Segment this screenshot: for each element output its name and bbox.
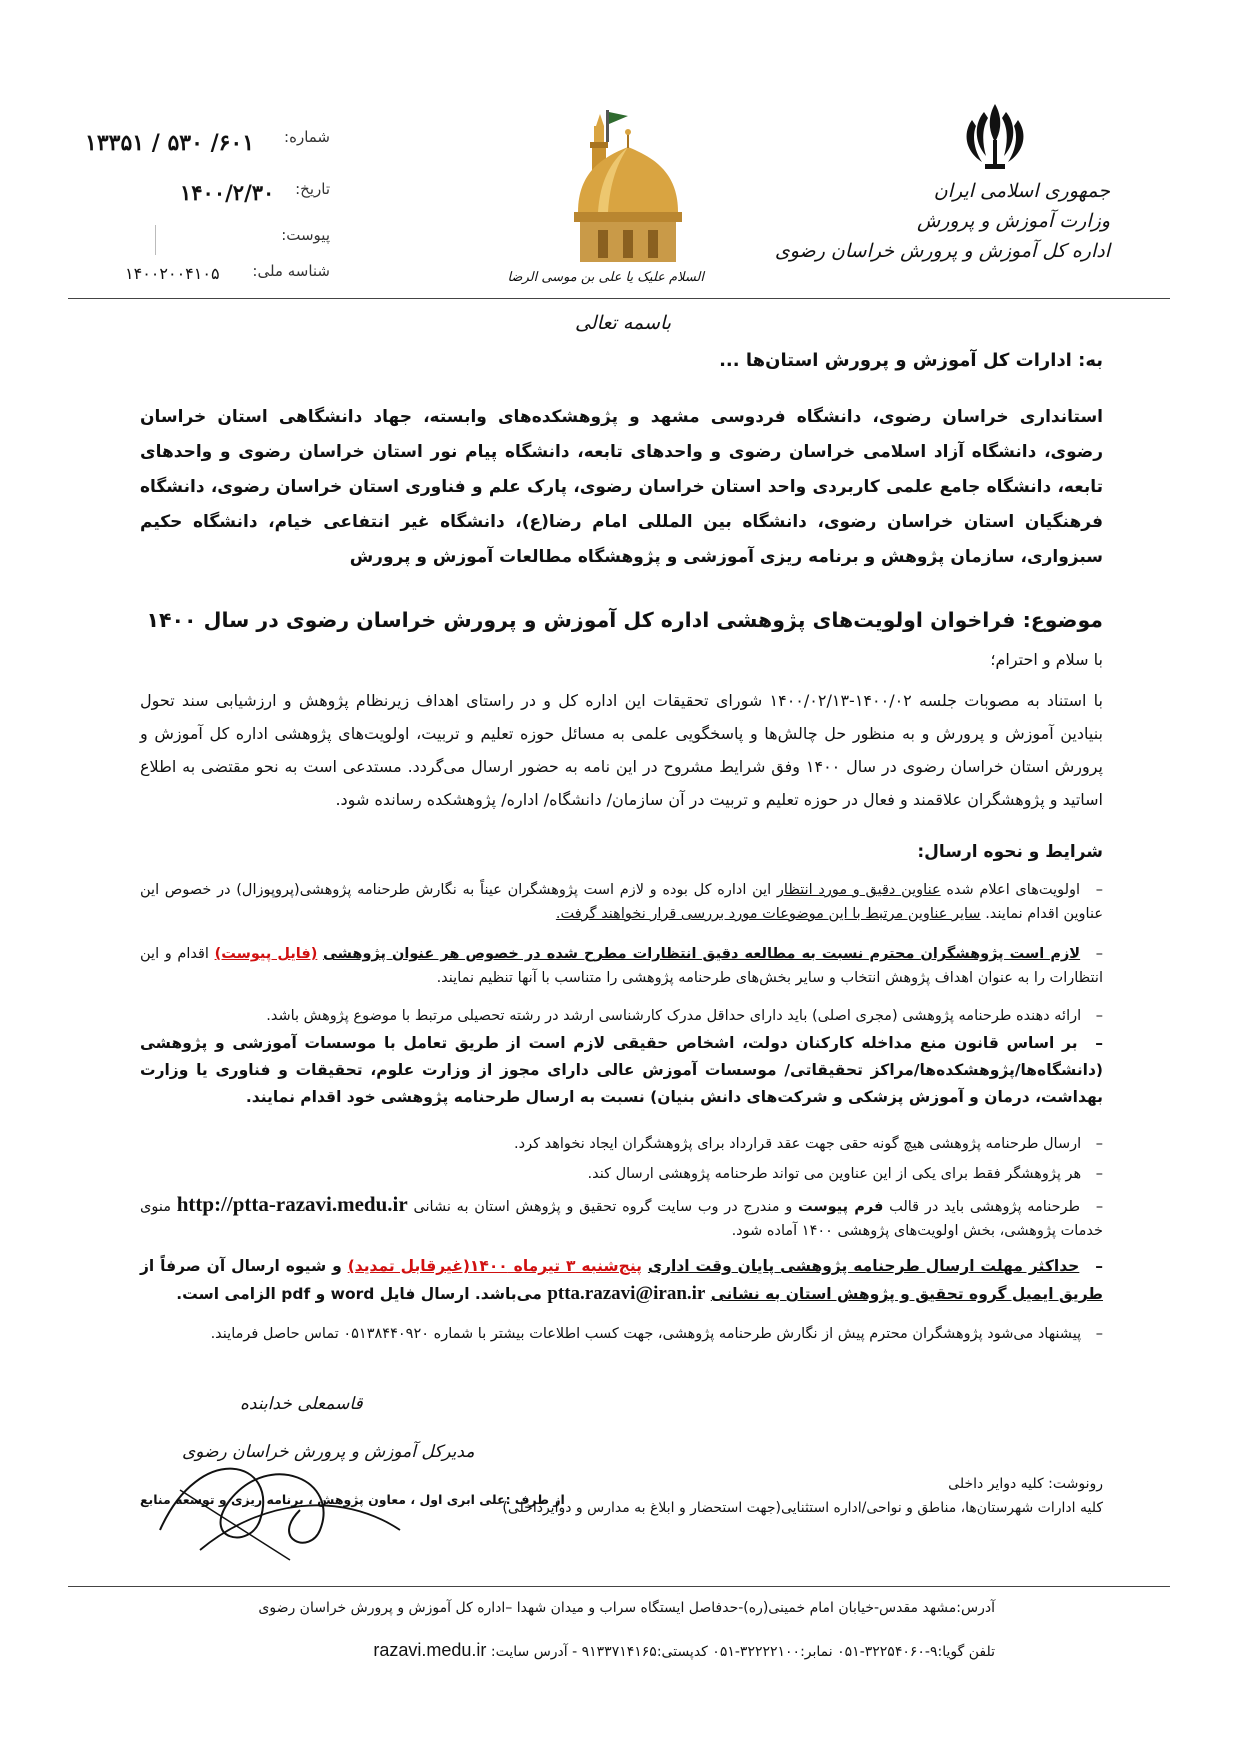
item4-text: بر اساس قانون منع مداخله کارکنان دولت، اشخاص حقیقی لازم است از طریق تعامل با موسسات آموزشی و پژوهشی (دانشگاه‌ها/پژوهشکده‌ها/مراکز تحقیقاتی/ موسسات آموزش عالی دارای مجوز از وزارت علوم، تحقیقات و فناوری یا وزارت بهداشت، درمان و آموزش پزشکی و شرکت‌های دانش بنیان) نسبت به ارسال طرحنامه پژوهشی خود اقدام نمایند. <box>140 1034 1103 1106</box>
condition-item-6: – هر پژوهشگر فقط برای یکی از این عناوین می تواند طرحنامه پژوهشی ارسال کند. <box>587 1166 1103 1182</box>
national-id-value: ۱۴۰۰۲۰۰۴۱۰۵ <box>125 264 220 283</box>
signatory-name: قاسمعلی خدابنده <box>240 1394 363 1414</box>
attachment-divider <box>155 225 156 255</box>
ministry-emblem-block <box>774 100 1110 280</box>
greeting-line: با سلام و احترام؛ <box>990 650 1103 669</box>
invocation: باسمه تعالی <box>574 312 672 334</box>
date-value: ۱۴۰۰/۲/۳۰ <box>180 180 275 205</box>
cc-title: رونوشت: کلیه دوایر داخلی <box>948 1476 1103 1492</box>
footer-divider <box>68 1586 1170 1587</box>
condition-item-5: – ارسال طرحنامه پژوهشی هیچ گونه حقی جهت عقد قرارداد برای پژوهشگران ایجاد نخواهد کرد. <box>514 1136 1103 1152</box>
condition-item-1: – اولویت‌های اعلام شده عناوین دقیق و مورد انتظار این اداره کل بوده و لازم است پژوهشگران عیناً به نگارش طرحنامه پژوهشی(پروپوزال) در خصوص این عناوین اقدام نمایند. سایر عناوین مرتبط با این موضوعات مورد بررسی قرار نخواهند گرفت. <box>140 882 1104 922</box>
header-divider <box>68 298 1170 299</box>
item1-text-a: اولویت‌های اعلام شده <box>946 882 1081 898</box>
item8-text-a: حداکثر مهلت ارسال طرحنامه پژوهشی پایان وقت اداری <box>647 1257 1080 1275</box>
iran-emblem-icon <box>960 100 1030 172</box>
footer-contact-text: تلفن گویا:۹-۳۲۲۵۴۰۶۰-۰۵۱ نمابر:۳۲۲۲۲۱۰۰-۰۵۱ کدپستی:۹۱۳۳۷۱۴۱۶۵ - آدرس سایت: <box>490 1644 995 1660</box>
shrine-caption: السلام علیک یا علی بن موسی الرضا <box>507 270 704 285</box>
shrine-image <box>507 102 704 352</box>
deadline-text: پنج‌شنبه ۳ تیرماه ۱۴۰۰(غیرقابل تمدید) <box>347 1257 642 1275</box>
org-line-ministry: وزارت آموزش و پرورش <box>917 210 1110 232</box>
conditions-title: شرایط و نحوه ارسال: <box>917 842 1103 862</box>
item5-text: ارسال طرحنامه پژوهشی هیچ گونه حقی جهت عقد قرارداد برای پژوهشگران ایجاد نخواهد کرد. <box>514 1136 1082 1152</box>
condition-item-2: – لازم است پژوهشگران محترم نسبت به مطالعه دقیق انتظارات مطرح شده در خصوص هر عنوان پژوهشی (فایل پیوست) اقدام و این انتظارات را به عنوان اهداف پژوهش انتخاب و سایر بخش‌های طرحنامه پژوهشی را متناسب با آنها تنظیم نمایند. <box>140 946 1103 986</box>
item8-text-c: و شیوه ارسال آن صرفاً از <box>140 1257 342 1275</box>
condition-item-9: – پیشنهاد می‌شود پژوهشگران محترم پیش از نگارش طرحنامه پژوهشی، جهت کسب اطلاعات بیشتر با شماره ۰۵۱۳۸۴۴۰۹۲۰ تماس حاصل فرمایند. <box>210 1326 1103 1342</box>
national-id-label: شناسه ملی: <box>252 262 330 280</box>
audience-paragraph: استانداری خراسان رضوی، دانشگاه فردوسی مشهد و پژوهشکده‌های وابسته، جهاد دانشگاهی استان خراسان رضوی، دانشگاه آزاد اسلامی خراسان رضوی و واحدهای تابعه، دانشگاه پیام نور استان خراسان رضوی و واحدهای تابعه، دانشگاه جامع علمی کاربردی واحد استان خراسان رضوی، پارک علم و فناوری استان خراسان رضوی، دانشگاه فرهنگیان استان خراسان رضوی، دانشگاه بین المللی امام رضا(ع)، دانشگاه غیر انتفاعی خیام، دانشگاه حکیم سبزواری، سازمان پژوهش و برنامه ریزی آموزشی و پژوهشگاه مطالعات آموزش و پرورش <box>140 407 1103 567</box>
item6-text: هر پژوهشگر فقط برای یکی از این عناوین می تواند طرحنامه پژوهشی ارسال کند. <box>587 1166 1082 1182</box>
intro-paragraph: با استناد به مصوبات جلسه ۱۴۰۰/۰۲-۱۴۰۰/۰۲/۱۳ شورای تحقیقات این اداره کل و در راستای اهداف زیرنظام پژوهش و ارزشیابی سند تحول بنیادین آموزش و پرورش و به منظور حل چالش‌ها و پاسخگویی علمی به مسائل حوزه تعلیم و تربیت، اولویت‌های پژوهشی اداره کل آموزش و پرورش استان خراسان رضوی در سال ۱۴۰۰ وفق شرایط مشروح در این نامه به حضور ارسال می‌گردد. مستدعی است به نحو مقتضی به اطلاع اساتید و پژوهشگران علاقمند و فعال در حوزه تعلیم و تربیت در آن سازمان/ دانشگاه/ اداره/ پژوهشکده رسانده شود. <box>140 691 1104 809</box>
letter-attachment <box>180 226 330 256</box>
item8-text-e: می‌باشد. ارسال فایل word و pdf الزامی است. <box>176 1285 542 1303</box>
signatory-title: مدیرکل آموزش و پرورش خراسان رضوی <box>182 1442 475 1462</box>
footer-address: آدرس:مشهد مقدس-خیابان امام خمینی(ره)-حدفاصل ایستگاه سراب و میدان شهدا –اداره کل آموزش و پرورش خراسان رضوی <box>258 1600 995 1616</box>
subject-line: موضوع: فراخوان اولویت‌های پژوهشی اداره کل آموزش و پرورش خراسان رضوی در سال ۱۴۰۰ <box>146 608 1103 632</box>
submission-email-link[interactable]: ptta.razavi@iran.ir <box>547 1283 706 1304</box>
research-site-link[interactable]: http://ptta-razavi.medu.ir <box>176 1192 408 1216</box>
date-label: تاریخ: <box>295 180 330 198</box>
condition-item-7: – طرحنامه پژوهشی باید در قالب فرم پیوست و مندرج در وب سایت گروه تحقیق و پژوهش استان به نشانی http://ptta-razavi.medu.ir منوی خدمات پژوهشی، بخش اولویت‌های پژوهشی ۱۴۰۰ آماده شود. <box>140 1192 1104 1239</box>
cc-recipients: کلیه ادارات شهرستان‌ها، مناطق و نواحی/اداره استثنایی(جهت استحضار و ابلاغ به مدارس و دوایرداخلی) <box>502 1500 1103 1516</box>
letter-date <box>180 180 330 210</box>
condition-item-3: – ارائه دهنده طرحنامه پژوهشی (مجری اصلی) باید دارای حداقل مدرک کارشناسی ارشد در رشته تحصیلی مرتبط با موضوع پژوهش باشد. <box>266 1008 1103 1024</box>
footer-contact <box>373 1640 995 1661</box>
footer-website-link[interactable]: razavi.medu.ir <box>373 1640 487 1660</box>
item7-text-b: فرم پیوست <box>797 1199 884 1215</box>
item2-text-a: لازم است پژوهشگران محترم نسبت به مطالعه دقیق انتظارات مطرح شده در خصوص هر عنوان پژوهشی <box>322 946 1081 962</box>
item7-text-c: و مندرج در وب سایت گروه تحقیق و پژوهش استان به نشانی <box>413 1199 793 1215</box>
letter-number <box>85 128 330 158</box>
number-label: شماره: <box>284 128 330 146</box>
signature-block <box>140 1380 565 1570</box>
letter-national-id <box>125 262 330 292</box>
item2-text-c: اقدام و این انتظارات را به عنوان اهداف پژوهش انتخاب و سایر بخش‌های طرحنامه پژوهشی را متناسب با آنها تنظیم نمایند. <box>140 946 1103 986</box>
item9-text: پیشنهاد می‌شود پژوهشگران محترم پیش از نگارش طرحنامه پژوهشی، جهت کسب اطلاعات بیشتر با شماره ۰۵۱۳۸۴۴۰۹۲۰ تماس حاصل فرمایند. <box>210 1326 1082 1342</box>
attachment-label: پیوست: <box>281 226 330 244</box>
recipient-line: به: ادارات کل آموزش و پرورش استان‌ها ... <box>719 350 1103 371</box>
signatory-on-behalf: از طرف :علی ابری اول ، معاون پژوهش ، برنامه ریزی و توسعه منابع <box>140 1492 565 1507</box>
condition-item-4: – بر اساس قانون منع مداخله کارکنان دولت، اشخاص حقیقی لازم است از طریق تعامل با موسسات آموزشی و پژوهشی (دانشگاه‌ها/پژوهشکده‌ها/مراکز تحقیقاتی/ موسسات آموزش عالی دارای مجوز از وزارت علوم، تحقیقات و فناوری یا وزارت بهداشت، درمان و آموزش پزشکی و شرکت‌های دانش بنیان) نسبت به ارسال طرحنامه پژوهشی خود اقدام نمایند. <box>140 1034 1103 1106</box>
item7-text-d: منوی خدمات پژوهشی، بخش اولویت‌های پژوهشی ۱۴۰۰ آماده شود. <box>140 1199 1103 1239</box>
condition-item-8: – حداکثر مهلت ارسال طرحنامه پژوهشی پایان وقت اداری پنج‌شنبه ۳ تیرماه ۱۴۰۰(غیرقابل تمدید) و شیوه ارسال آن صرفاً از طریق ایمیل گروه تحقیق و پژوهش استان به نشانی ptta.razavi@iran.ir می‌باشد. ارسال فایل word و pdf الزامی است. <box>140 1257 1103 1304</box>
item7-text-a: طرحنامه پژوهشی باید در قالب <box>889 1199 1081 1215</box>
org-line-republic: جمهوری اسلامی ایران <box>933 180 1110 202</box>
shrine-dome-icon <box>548 102 698 272</box>
item8-text-d: طریق ایمیل گروه تحقیق و پژوهش استان به نشانی <box>710 1285 1103 1303</box>
item3-text: ارائه دهنده طرحنامه پژوهشی (مجری اصلی) باید دارای حداقل مدرک کارشناسی ارشد در رشته تحصیلی مرتبط با موضوع پژوهش باشد. <box>266 1008 1082 1024</box>
item1-text-c: این اداره کل بوده و لازم است پژوهشگران عیناً به نگارش طرحنامه پژوهشی(پروپوزال) در خصوص این عناوین اقدام نمایند. <box>140 882 1103 922</box>
item1-text-b: عناوین دقیق و مورد انتظار <box>776 882 941 898</box>
item1-text-d: سایر عناوین مرتبط با این موضوعات مورد بررسی قرار نخواهند گرفت. <box>555 906 981 922</box>
org-line-directorate: اداره کل آموزش و پرورش خراسان رضوی <box>774 240 1110 262</box>
number-value: ۶۰۱/ ۵۳۰ / ۱۳۳۵۱ <box>85 130 255 156</box>
item2-text-b: (فایل پیوست) <box>214 946 318 962</box>
